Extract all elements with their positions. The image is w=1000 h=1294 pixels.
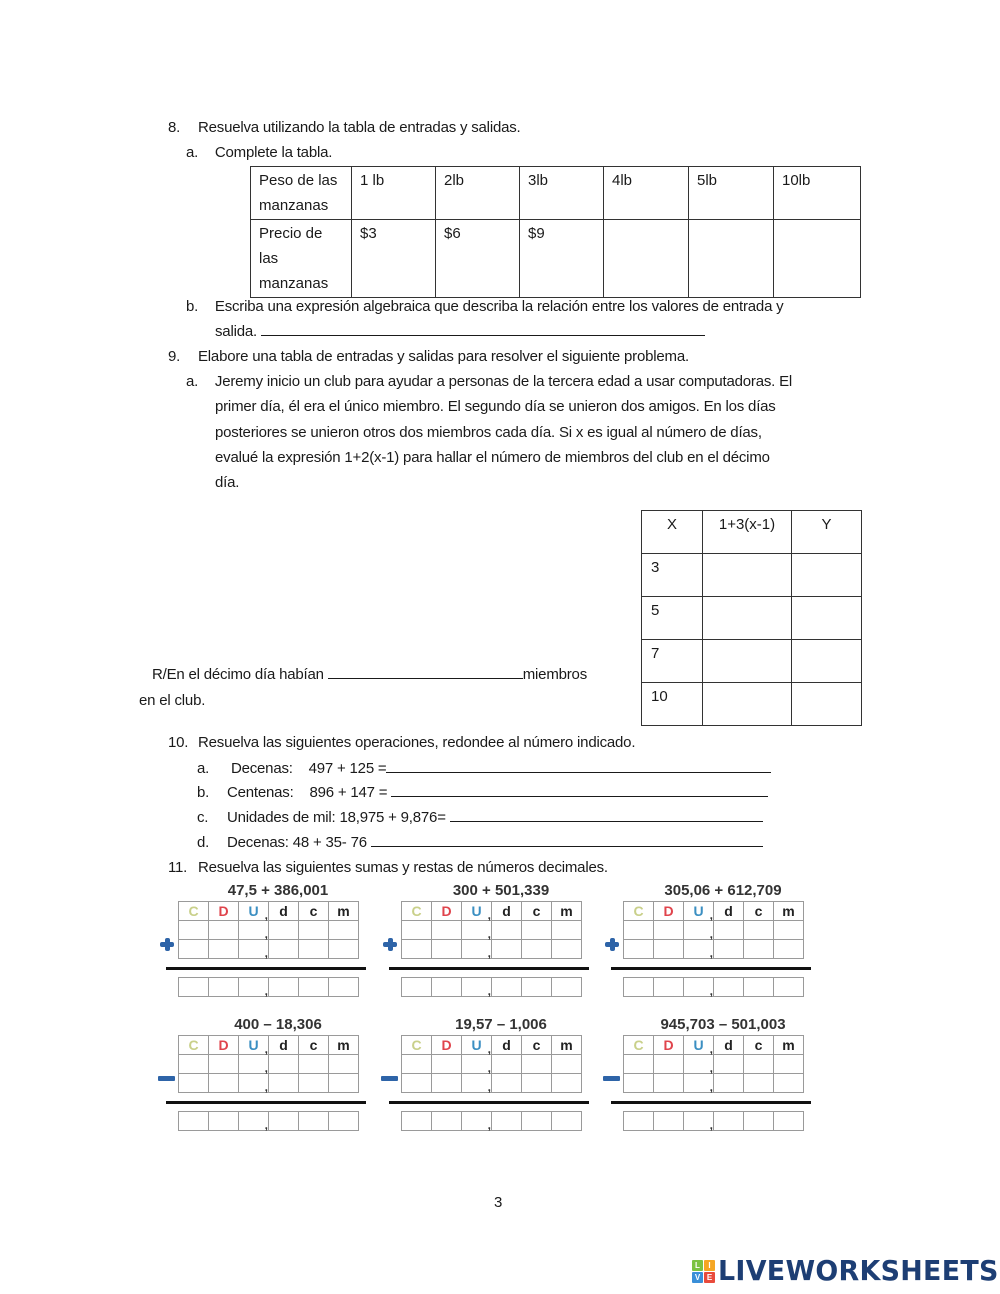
place-value-header: d: [492, 902, 522, 921]
digit-cell[interactable]: [209, 1055, 239, 1074]
place-value-header-row: [624, 1036, 804, 1055]
question-text: Resuelva utilizando la tabla de entradas y salidas.: [198, 119, 521, 136]
digit-cell[interactable]: [179, 1055, 209, 1074]
digit-cell[interactable]: [684, 1074, 714, 1093]
table-cell: 4lb: [604, 167, 689, 220]
place-value-header: U ,: [239, 902, 269, 921]
digit-cell[interactable]: [552, 921, 582, 940]
table-row: [642, 597, 862, 640]
place-value-grid: [401, 901, 582, 959]
digit-cell[interactable]: [714, 1074, 744, 1093]
result-digit-cell[interactable]: [552, 1112, 582, 1131]
result-row: [402, 1112, 582, 1131]
place-value-header: U ,: [239, 1036, 269, 1055]
result-digit-cell[interactable]: [522, 1112, 552, 1131]
q9-answer-line2: en el club.: [139, 692, 206, 709]
question-9a-line: posteriores se unieron otros dos miembros cada día. Si x es igual al número de días,: [215, 424, 762, 441]
result-row: [179, 1112, 359, 1131]
answer-cell[interactable]: [703, 554, 792, 597]
logo-letter: V: [692, 1272, 703, 1283]
result-digit-cell[interactable]: [552, 978, 582, 997]
digit-cell[interactable]: [624, 1055, 654, 1074]
answer-cell[interactable]: [703, 597, 792, 640]
table-cell: $9: [520, 220, 604, 298]
operand-row: [624, 1074, 804, 1093]
result-digit-cell[interactable]: [269, 978, 299, 997]
place-value-header-row: [624, 902, 804, 921]
item-text: salida.: [215, 323, 257, 340]
operand-row: [402, 1055, 582, 1074]
place-value-header: U ,: [684, 902, 714, 921]
problem-expression: 305,06 + 612,709: [664, 882, 782, 899]
result-digit-cell[interactable]: [714, 1112, 744, 1131]
question-10d: [197, 830, 763, 855]
place-value-header: m: [552, 902, 582, 921]
column-header: 1+3(x-1): [703, 511, 792, 554]
place-value-grid: [623, 1035, 804, 1093]
item-text: Unidades de mil: 18,975 + 9,876=: [227, 809, 446, 826]
digit-cell[interactable]: [462, 921, 492, 940]
digit-cell[interactable]: [179, 1074, 209, 1093]
digit-cell[interactable]: [209, 1074, 239, 1093]
problem-expression: 300 + 501,339: [452, 882, 550, 899]
sum-line: [389, 1101, 589, 1104]
place-value-header: m: [329, 902, 359, 921]
place-value-header: D: [209, 902, 239, 921]
item-letter: b.: [197, 784, 210, 801]
place-value-header-row: [179, 1036, 359, 1055]
place-value-header-row: [402, 1036, 582, 1055]
place-value-header: d: [492, 1036, 522, 1055]
result-grid: [178, 1111, 359, 1131]
digit-cell[interactable]: [654, 1055, 684, 1074]
digit-cell[interactable]: [299, 1074, 329, 1093]
digit-cell[interactable]: [552, 1055, 582, 1074]
answer-cell[interactable]: [774, 220, 861, 298]
question-text: Elabore una tabla de entradas y salidas para resolver el siguiente problema.: [198, 348, 689, 365]
result-digit-cell[interactable]: [462, 978, 492, 997]
place-value-grid: [623, 901, 804, 959]
sum-line: [166, 1101, 366, 1104]
digit-cell[interactable]: [239, 940, 269, 959]
plus-icon: [603, 938, 619, 950]
digit-cell[interactable]: [462, 940, 492, 959]
place-value-grid: [178, 901, 359, 959]
digit-cell[interactable]: [744, 921, 774, 940]
result-row: [179, 978, 359, 997]
place-value-header: C: [402, 902, 432, 921]
logo-letter: L: [692, 1260, 703, 1271]
page-number: 3: [494, 1194, 503, 1211]
place-value-header: D: [654, 902, 684, 921]
table-row: [642, 683, 862, 726]
table-cell: 10lb: [774, 167, 861, 220]
problem-expression: 945,703 – 501,003: [660, 1016, 786, 1033]
item-letter: d.: [197, 834, 210, 851]
digit-cell[interactable]: [402, 1074, 432, 1093]
item-letter: a.: [186, 373, 199, 390]
question-11: [168, 855, 608, 880]
digit-cell[interactable]: [654, 921, 684, 940]
result-digit-cell[interactable]: [654, 978, 684, 997]
answer-cell[interactable]: [792, 683, 862, 726]
place-value-header: m: [329, 1036, 359, 1055]
digit-cell[interactable]: [624, 940, 654, 959]
digit-cell[interactable]: [462, 1074, 492, 1093]
digit-cell[interactable]: [774, 940, 804, 959]
digit-cell[interactable]: [432, 1074, 462, 1093]
operand-row: [179, 1074, 359, 1093]
place-value-header: C: [179, 1036, 209, 1055]
result-digit-cell[interactable]: [684, 1112, 714, 1131]
result-digit-cell[interactable]: [329, 1112, 359, 1131]
digit-cell[interactable]: [402, 1055, 432, 1074]
result-digit-cell[interactable]: [209, 1112, 239, 1131]
item-text: Escriba una expresión algebraica que describa la relación entre los valores de entrada y: [214, 298, 784, 315]
answer-cell[interactable]: [604, 220, 689, 298]
digit-cell[interactable]: [684, 940, 714, 959]
result-digit-cell[interactable]: [179, 978, 209, 997]
digit-cell[interactable]: [329, 940, 359, 959]
place-value-grid: [401, 1035, 582, 1093]
decimal-problem: [603, 1016, 833, 1141]
result-digit-cell[interactable]: [522, 978, 552, 997]
decimal-problem: [603, 882, 833, 1007]
digit-cell[interactable]: [654, 940, 684, 959]
digit-cell[interactable]: [462, 1055, 492, 1074]
liveworksheets-logo: [692, 1254, 1000, 1287]
problem-expression: 400 – 18,306: [234, 1016, 322, 1033]
table-row: [642, 554, 862, 597]
place-value-header: d: [269, 1036, 299, 1055]
digit-cell[interactable]: [714, 1055, 744, 1074]
digit-cell[interactable]: [684, 1055, 714, 1074]
digit-cell[interactable]: [624, 1074, 654, 1093]
digit-cell[interactable]: [269, 921, 299, 940]
item-letter: a.: [197, 760, 210, 777]
place-value-header: d: [714, 902, 744, 921]
x-value: 7: [642, 640, 703, 683]
question-10a: [197, 756, 771, 781]
live-logo-icon: [692, 1260, 715, 1283]
digit-cell[interactable]: [432, 921, 462, 940]
minus-icon: [603, 1072, 619, 1084]
place-value-header: c: [744, 1036, 774, 1055]
question-number: 9.: [168, 348, 181, 365]
table-cell: 2lb: [436, 167, 520, 220]
result-digit-cell[interactable]: [432, 978, 462, 997]
item-letter: b.: [186, 298, 199, 315]
digit-cell[interactable]: [744, 1055, 774, 1074]
question-10c: [197, 805, 763, 830]
place-value-header: U ,: [462, 902, 492, 921]
result-digit-cell[interactable]: [299, 978, 329, 997]
question-8b: [186, 294, 784, 319]
operand-row: [179, 940, 359, 959]
operand-row: [624, 921, 804, 940]
result-digit-cell[interactable]: [402, 1112, 432, 1131]
digit-cell[interactable]: [209, 921, 239, 940]
place-value-header: m: [774, 1036, 804, 1055]
answer-suffix: miembros: [522, 666, 587, 683]
operand-row: [624, 1055, 804, 1074]
logo-text: LIVEWORKSHEETS: [718, 1254, 999, 1287]
decimal-problem: [158, 1016, 388, 1141]
place-value-header: d: [714, 1036, 744, 1055]
item-text: Complete la tabla.: [214, 144, 333, 161]
result-row: [402, 978, 582, 997]
digit-cell[interactable]: [239, 1055, 269, 1074]
operand-row: [624, 940, 804, 959]
sum-line: [389, 967, 589, 970]
column-header: X: [642, 511, 703, 554]
digit-cell[interactable]: [774, 1074, 804, 1093]
result-digit-cell[interactable]: [239, 1112, 269, 1131]
place-value-header: D: [432, 902, 462, 921]
digit-cell[interactable]: [714, 921, 744, 940]
x-value: 3: [642, 554, 703, 597]
item-text: Decenas: 48 + 35- 76: [227, 834, 367, 851]
place-value-header: D: [209, 1036, 239, 1055]
question-number: 10.: [168, 734, 189, 751]
place-value-grid: [178, 1035, 359, 1093]
place-value-header: m: [552, 1036, 582, 1055]
digit-cell[interactable]: [552, 940, 582, 959]
digit-cell[interactable]: [239, 1074, 269, 1093]
digit-cell[interactable]: [774, 1055, 804, 1074]
result-digit-cell[interactable]: [774, 978, 804, 997]
q9-answer-line: [152, 662, 587, 687]
operand-row: [179, 921, 359, 940]
table-cell: $3: [352, 220, 436, 298]
result-row: [624, 978, 804, 997]
question-9a-line: evalué la expresión 1+2(x-1) para hallar el número de miembros del club en el décimo: [215, 449, 770, 466]
digit-cell[interactable]: [179, 940, 209, 959]
question-8a: [186, 140, 332, 165]
digit-cell[interactable]: [744, 1074, 774, 1093]
digit-cell[interactable]: [239, 921, 269, 940]
decimal-problem: [381, 1016, 611, 1141]
question-number: 11.: [168, 859, 188, 876]
result-row: [624, 1112, 804, 1131]
result-grid: [401, 977, 582, 997]
problem-expression: 19,57 – 1,006: [455, 1016, 547, 1033]
table-cell: 3lb: [520, 167, 604, 220]
place-value-header: D: [654, 1036, 684, 1055]
question-9a-line: primer día, él era el único miembro. El segundo día se unieron dos amigos. En los días: [215, 398, 776, 415]
answer-blank[interactable]: [450, 805, 763, 822]
item-letter: a.: [186, 144, 199, 161]
result-digit-cell[interactable]: [654, 1112, 684, 1131]
digit-cell[interactable]: [654, 1074, 684, 1093]
place-value-header: U ,: [684, 1036, 714, 1055]
operand-row: [179, 1055, 359, 1074]
decimal-problem: [158, 882, 388, 1007]
row-header: Peso de las manzanas: [251, 167, 352, 220]
operand-row: [402, 1074, 582, 1093]
expression-answer-blank[interactable]: [261, 319, 705, 336]
result-digit-cell[interactable]: [744, 978, 774, 997]
digit-cell[interactable]: [744, 940, 774, 959]
place-value-header: c: [522, 1036, 552, 1055]
digit-cell[interactable]: [299, 921, 329, 940]
place-value-header: C: [624, 902, 654, 921]
digit-cell[interactable]: [522, 921, 552, 940]
digit-cell[interactable]: [269, 1074, 299, 1093]
place-value-header: c: [522, 902, 552, 921]
digit-cell[interactable]: [432, 940, 462, 959]
question-9: [168, 344, 689, 369]
question-10b: [197, 780, 768, 805]
digit-cell[interactable]: [522, 940, 552, 959]
question-number: 8.: [168, 119, 181, 136]
plus-icon: [158, 938, 174, 950]
sum-line: [611, 1101, 811, 1104]
table-row: [251, 167, 861, 220]
result-digit-cell[interactable]: [684, 978, 714, 997]
table-cell: $6: [436, 220, 520, 298]
digit-cell[interactable]: [774, 921, 804, 940]
digit-cell[interactable]: [329, 921, 359, 940]
answer-cell[interactable]: [792, 640, 862, 683]
item-text: Centenas: 896 + 147 =: [227, 784, 388, 801]
place-value-header: D: [432, 1036, 462, 1055]
place-value-header: c: [299, 902, 329, 921]
digit-cell[interactable]: [522, 1074, 552, 1093]
answer-cell[interactable]: [703, 640, 792, 683]
digit-cell[interactable]: [209, 940, 239, 959]
minus-icon: [158, 1072, 174, 1084]
result-digit-cell[interactable]: [462, 1112, 492, 1131]
place-value-header-row: [179, 902, 359, 921]
digit-cell[interactable]: [492, 1074, 522, 1093]
answer-blank[interactable]: [391, 780, 768, 797]
item-text: Jeremy inicio un club para ayudar a personas de la tercera edad a usar computadoras. El: [214, 373, 793, 390]
result-digit-cell[interactable]: [179, 1112, 209, 1131]
digit-cell[interactable]: [522, 1055, 552, 1074]
result-digit-cell[interactable]: [402, 978, 432, 997]
digit-cell[interactable]: [179, 921, 209, 940]
table-row: [642, 640, 862, 683]
members-answer-blank[interactable]: [328, 662, 523, 679]
question-10: [168, 730, 635, 755]
digit-cell[interactable]: [492, 921, 522, 940]
question-9a-line: día.: [215, 474, 240, 491]
digit-cell[interactable]: [402, 921, 432, 940]
logo-letter: I: [704, 1260, 715, 1271]
plus-icon: [381, 938, 397, 950]
digit-cell[interactable]: [299, 1055, 329, 1074]
answer-prefix: R/En el décimo día habían: [152, 666, 324, 683]
result-digit-cell[interactable]: [774, 1112, 804, 1131]
column-header: Y: [792, 511, 862, 554]
decimal-problem: [381, 882, 611, 1007]
place-value-header: C: [179, 902, 209, 921]
answer-blank[interactable]: [371, 830, 763, 847]
digit-cell[interactable]: [432, 1055, 462, 1074]
digit-cell[interactable]: [269, 940, 299, 959]
question-text: Resuelva las siguientes sumas y restas de números decimales.: [198, 859, 608, 876]
minus-icon: [381, 1072, 397, 1084]
place-value-header: m: [774, 902, 804, 921]
result-digit-cell[interactable]: [624, 1112, 654, 1131]
result-digit-cell[interactable]: [432, 1112, 462, 1131]
row-header: Precio de las manzanas: [251, 220, 352, 298]
table-row: [251, 220, 861, 298]
place-value-header: U ,: [462, 1036, 492, 1055]
result-digit-cell[interactable]: [624, 978, 654, 997]
digit-cell[interactable]: [492, 1055, 522, 1074]
result-grid: [178, 977, 359, 997]
digit-cell[interactable]: [714, 940, 744, 959]
result-digit-cell[interactable]: [329, 978, 359, 997]
answer-blank[interactable]: [386, 756, 771, 773]
table-cell: 1 lb: [352, 167, 436, 220]
question-text: Resuelva las siguientes operaciones, redondee al número indicado.: [198, 734, 636, 751]
result-digit-cell[interactable]: [492, 978, 522, 997]
sum-line: [611, 967, 811, 970]
table-cell: 5lb: [689, 167, 774, 220]
problem-expression: 47,5 + 386,001: [227, 882, 329, 899]
result-digit-cell[interactable]: [744, 1112, 774, 1131]
digit-cell[interactable]: [329, 1074, 359, 1093]
question-9a: [186, 369, 792, 394]
place-value-header: C: [624, 1036, 654, 1055]
result-grid: [623, 1111, 804, 1131]
x-value: 5: [642, 597, 703, 640]
item-text: Decenas: 497 + 125 =: [227, 760, 387, 777]
answer-cell[interactable]: [703, 683, 792, 726]
result-digit-cell[interactable]: [269, 1112, 299, 1131]
result-digit-cell[interactable]: [492, 1112, 522, 1131]
answer-cell[interactable]: [689, 220, 774, 298]
result-digit-cell[interactable]: [299, 1112, 329, 1131]
place-value-header: d: [269, 902, 299, 921]
digit-cell[interactable]: [269, 1055, 299, 1074]
digit-cell[interactable]: [402, 940, 432, 959]
logo-letter: E: [704, 1272, 715, 1283]
answer-cell[interactable]: [792, 597, 862, 640]
item-letter: c.: [197, 809, 209, 826]
digit-cell[interactable]: [684, 921, 714, 940]
result-grid: [623, 977, 804, 997]
answer-cell[interactable]: [792, 554, 862, 597]
digit-cell[interactable]: [624, 921, 654, 940]
digit-cell[interactable]: [492, 940, 522, 959]
place-value-header: c: [744, 902, 774, 921]
result-digit-cell[interactable]: [209, 978, 239, 997]
operand-row: [402, 940, 582, 959]
question-8b-line2: [215, 319, 705, 344]
place-value-header: C: [402, 1036, 432, 1055]
apple-price-table: [250, 166, 861, 298]
operand-row: [402, 921, 582, 940]
digit-cell[interactable]: [299, 940, 329, 959]
x-value: 10: [642, 683, 703, 726]
digit-cell[interactable]: [552, 1074, 582, 1093]
digit-cell[interactable]: [329, 1055, 359, 1074]
question-8: [168, 115, 521, 140]
place-value-header: c: [299, 1036, 329, 1055]
result-grid: [401, 1111, 582, 1131]
table-header-row: [642, 511, 862, 554]
result-digit-cell[interactable]: [239, 978, 269, 997]
place-value-header-row: [402, 902, 582, 921]
result-digit-cell[interactable]: [714, 978, 744, 997]
sum-line: [166, 967, 366, 970]
club-members-table: [641, 510, 862, 726]
